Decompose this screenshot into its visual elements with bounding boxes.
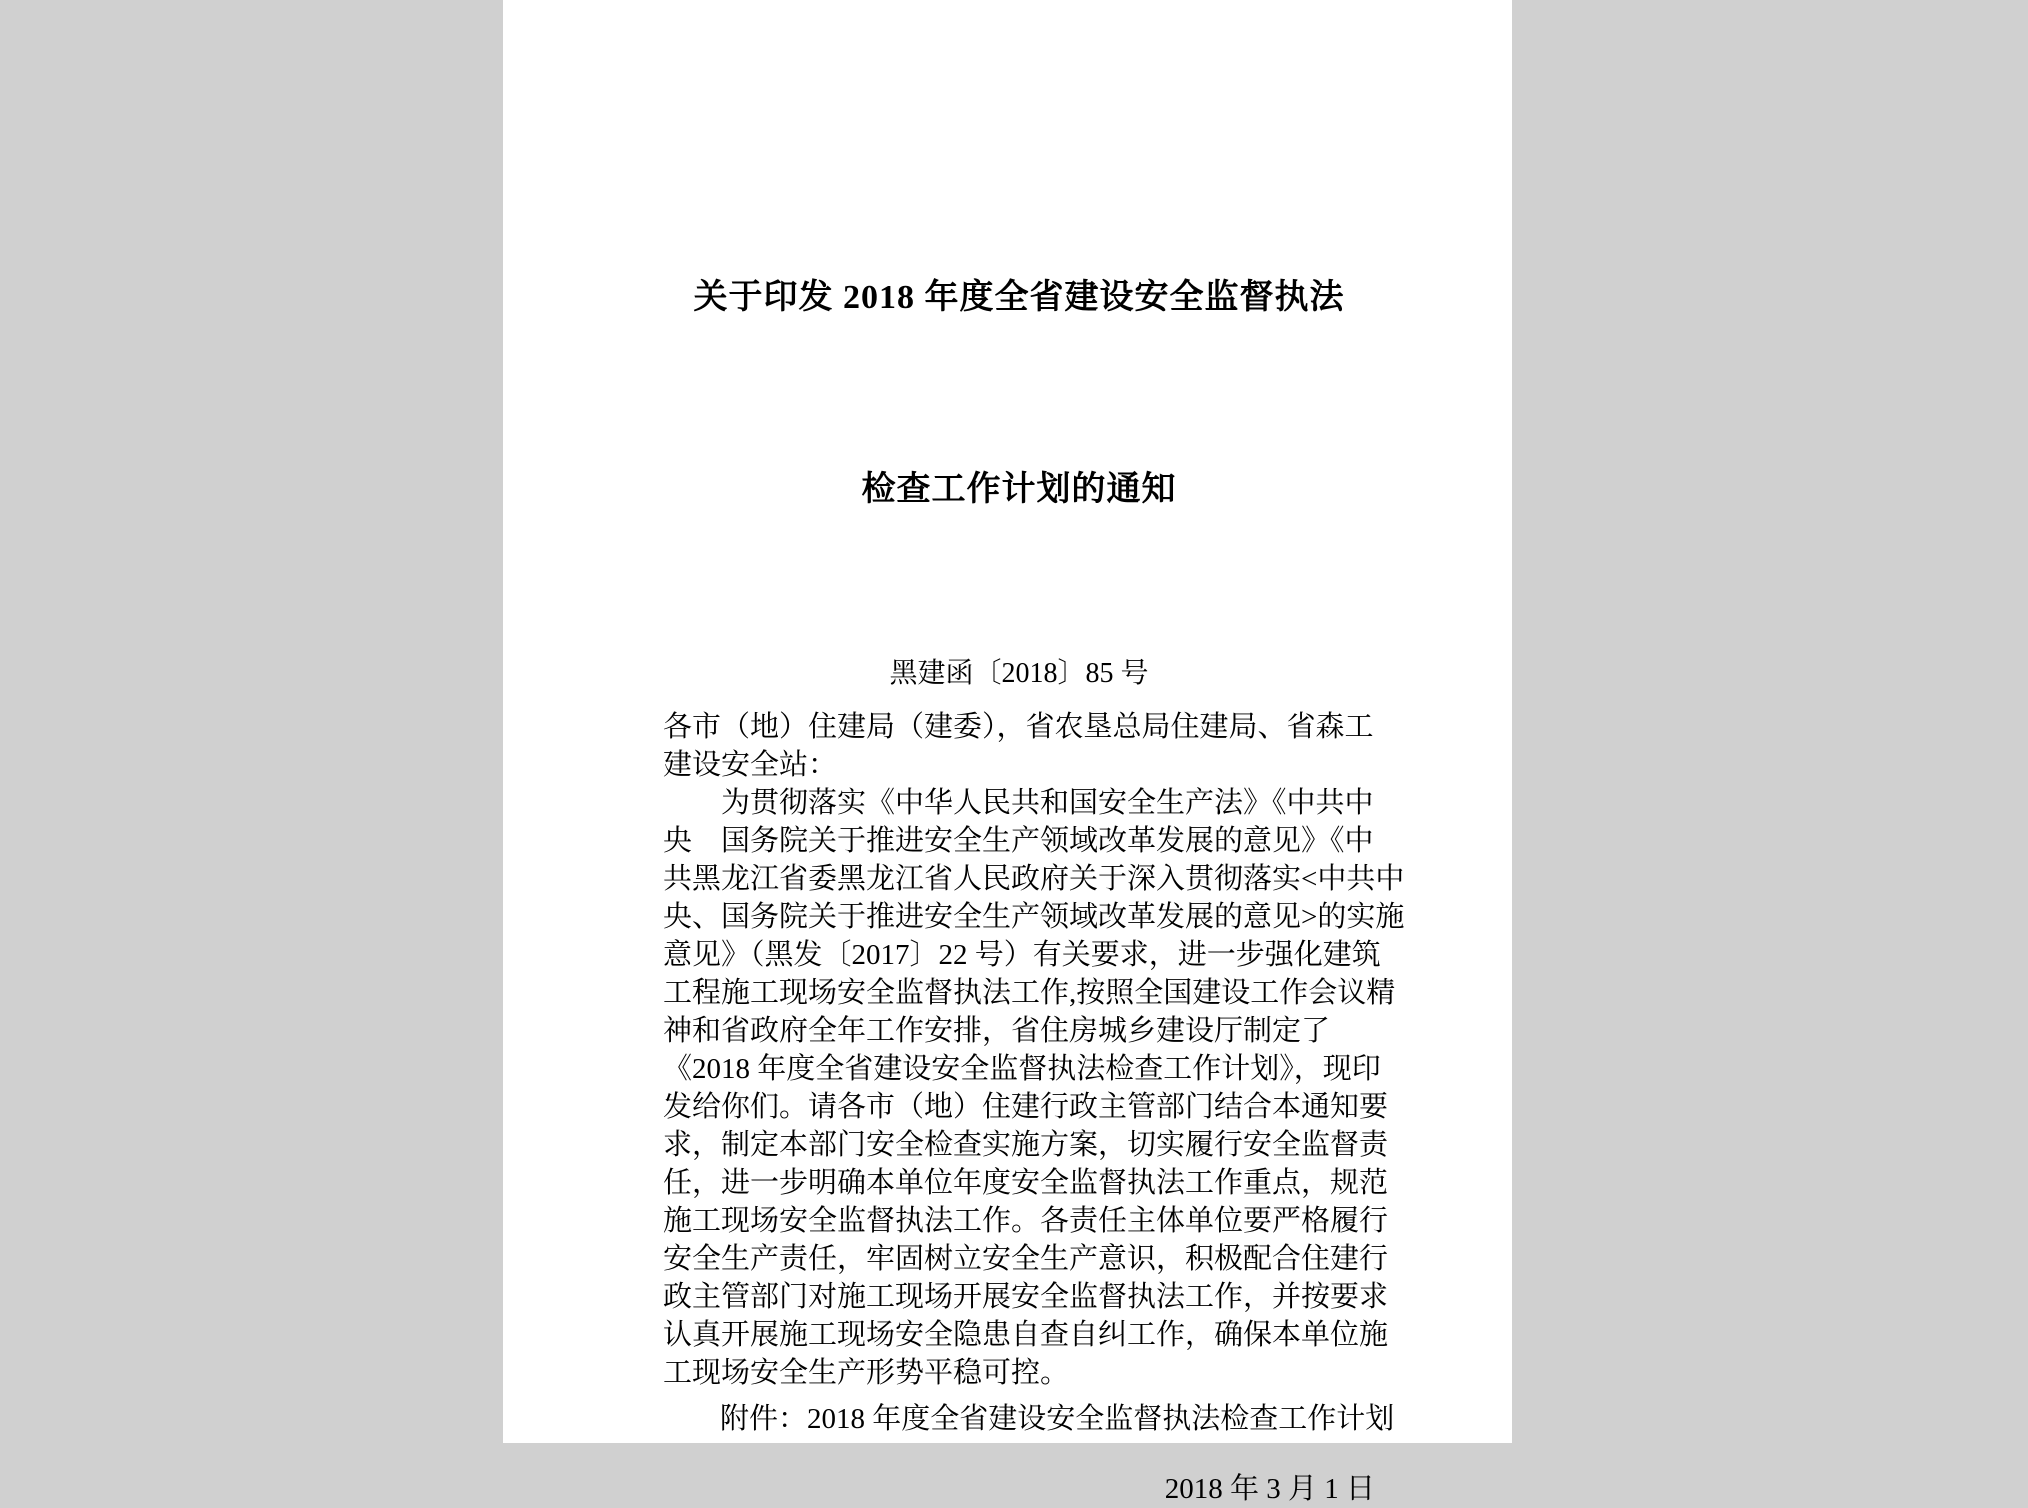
body-line: 《2018 年度全省建设安全监督执法检查工作计划》，现印 bbox=[663, 1053, 1381, 1085]
date-line: 2018 年 3 月 1 日 bbox=[1164, 1473, 1375, 1505]
body-line: 央、国务院关于推进安全生产领域改革发展的意见>的实施 bbox=[663, 901, 1405, 933]
body-line: 认真开展施工现场安全隐患自查自纠工作，确保本单位施 bbox=[663, 1319, 1389, 1351]
document-title bbox=[663, 138, 1375, 650]
body-line: 央 国务院关于推进安全生产领域改革发展的意见》《中 bbox=[663, 825, 1374, 857]
document-body bbox=[663, 708, 1405, 1392]
body-line: 为贯彻落实《中华人民共和国安全生产法》《中共中 bbox=[663, 787, 1374, 819]
document-page bbox=[503, 0, 1512, 1505]
body-line: 意见》（黑发〔2017〕22 号）有关要求，进一步强化建筑 bbox=[663, 939, 1381, 971]
body-line: 施工现场安全监督执法工作。各责任主体单位要严格履行 bbox=[663, 1205, 1389, 1237]
body-line: 神和省政府全年工作安排，省住房城乡建设厅制定了 bbox=[663, 1015, 1331, 1047]
body-line: 工现场安全生产形势平稳可控。 bbox=[663, 1357, 1070, 1389]
body-line: 建设安全站： bbox=[663, 749, 838, 781]
body-line: 工程施工现场安全监督执法工作,按照全国建设工作会议精 bbox=[663, 977, 1396, 1009]
body-line: 各市（地）住建局（建委），省农垦总局住建局、省森工 bbox=[663, 711, 1374, 743]
document-number: 黑建函〔2018〕85 号 bbox=[889, 658, 1149, 689]
attachment-line: 附件：2018 年度全省建设安全监督执法检查工作计划 bbox=[720, 1403, 1395, 1435]
body-line: 安全生产责任，牢固树立安全生产意识，积极配合住建行 bbox=[663, 1243, 1389, 1275]
document-title-line-1: 关于印发 2018 年度全省建设安全监督执法 bbox=[693, 279, 1345, 316]
body-line: 任，进一步明确本单位年度安全监督执法工作重点，规范 bbox=[663, 1167, 1389, 1199]
body-line: 政主管部门对施工现场开展安全监督执法工作，并按要求 bbox=[663, 1281, 1389, 1313]
document-title-line-2: 检查工作计划的通知 bbox=[861, 471, 1177, 508]
body-line: 发给你们。请各市（地）住建行政主管部门结合本通知要 bbox=[663, 1091, 1389, 1123]
document-content bbox=[663, 138, 1405, 1508]
body-line: 求，制定本部门安全检查实施方案，切实履行安全监督责 bbox=[663, 1129, 1389, 1161]
body-line: 共黑龙江省委黑龙江省人民政府关于深入贯彻落实<中共中 bbox=[663, 863, 1405, 895]
